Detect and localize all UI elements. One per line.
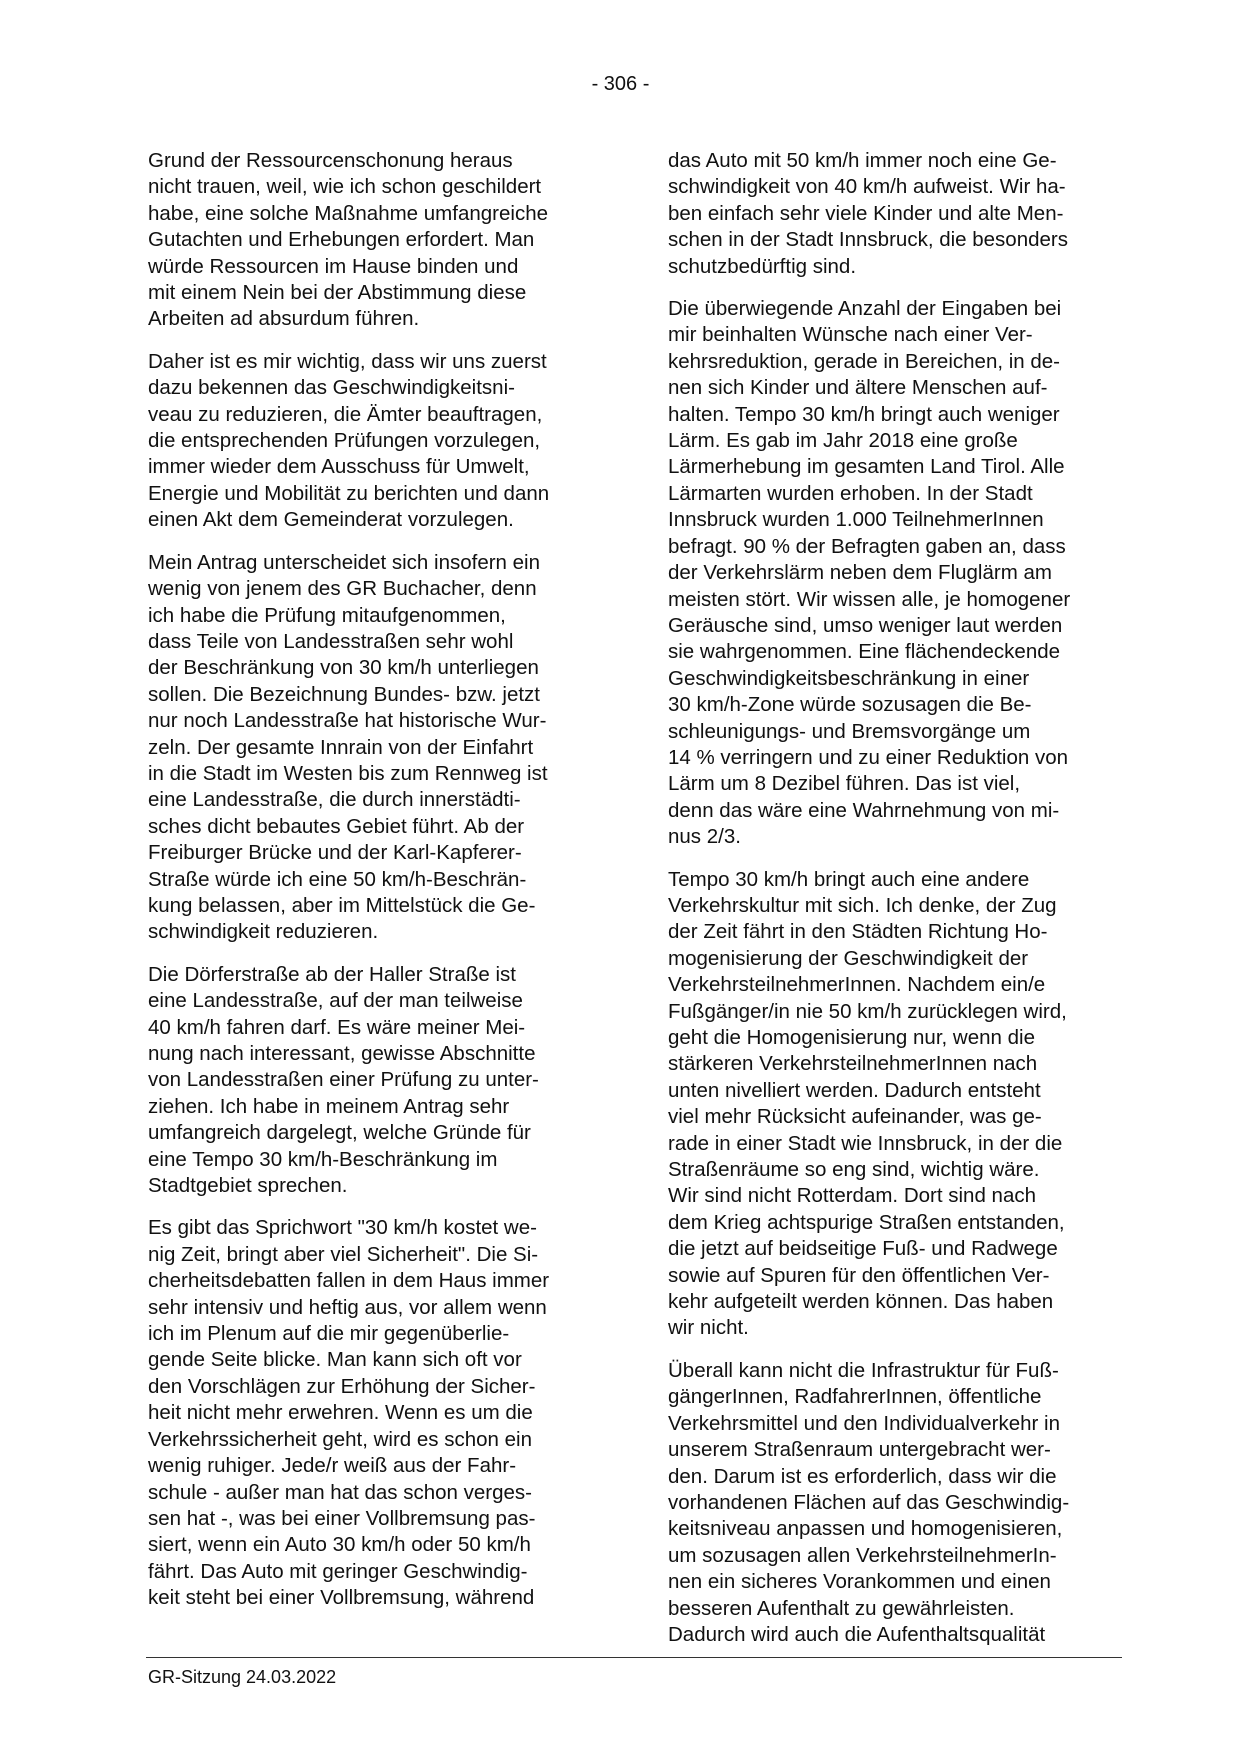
text-line: Grund der Ressourcenschonung heraus (148, 149, 513, 172)
text-line: nig Zeit, bringt aber viel Sicherheit". Die Si- (148, 1242, 539, 1266)
paragraph (148, 349, 598, 534)
page-number: - 306 - (591, 73, 650, 95)
text-line: denn das wäre eine Wahrnehmung von mi- (668, 798, 1060, 822)
paragraph (148, 962, 598, 1200)
text-line: Lärmarten wurden erhoben. In der Stadt (668, 481, 1033, 505)
text-line: würde Ressourcen im Hause binden und (148, 254, 519, 278)
paragraph (148, 148, 598, 333)
text-line: unserem Straßenraum untergebracht wer- (668, 1438, 1051, 1462)
text-line: immer wieder dem Ausschuss für Umwelt, (148, 455, 530, 479)
footer-divider (146, 1657, 1122, 1658)
text-line: dass Teile von Landesstraßen sehr wohl (148, 629, 514, 653)
text-line: Die überwiegende Anzahl der Eingaben bei (668, 297, 1062, 321)
paragraph (148, 1215, 598, 1611)
text-line: Energie und Mobilität zu berichten und dann (148, 481, 550, 505)
text-line: schleunigungs- und Bremsvorgänge um (668, 719, 1031, 743)
text-line: nus 2/3. (668, 825, 741, 849)
text-line: ziehen. Ich habe in meinem Antrag sehr (148, 1094, 510, 1118)
text-line: Lärm um 8 Dezibel führen. Das ist viel, (668, 772, 1021, 796)
text-line: wir nicht. (668, 1316, 749, 1340)
text-line: schen in der Stadt Innsbruck, die besonders (668, 228, 1068, 252)
text-line: die entsprechenden Prüfungen vorzulegen, (148, 429, 541, 453)
text-line: heit nicht mehr erwehren. Wenn es um die (148, 1401, 533, 1425)
left-text-column (148, 148, 598, 1628)
text-line: Wir sind nicht Rotterdam. Dort sind nach (668, 1184, 1036, 1208)
text-line: VerkehrsteilnehmerInnen. Nachdem ein/e (668, 973, 1046, 997)
text-line: gende Seite blicke. Man kann sich oft vor (148, 1348, 522, 1372)
text-line: Tempo 30 km/h bringt auch eine andere (668, 867, 1030, 891)
text-line: veau zu reduzieren, die Ämter beauftragen, (148, 402, 543, 426)
text-line: den Vorschlägen zur Erhöhung der Sicher- (148, 1374, 536, 1398)
text-line: der Verkehrslärm neben dem Fluglärm am (668, 561, 1052, 585)
text-line: vorhandenen Flächen auf das Geschwindig- (668, 1490, 1070, 1514)
text-line: siert, wenn ein Auto 30 km/h oder 50 km/h (148, 1533, 531, 1557)
text-line: Lärm. Es gab im Jahr 2018 eine große (668, 429, 1018, 453)
text-line: Freiburger Brücke und der Karl-Kapferer- (148, 841, 522, 865)
text-line: cherheitsdebatten fallen in dem Haus immer (148, 1269, 550, 1293)
text-line: Innsbruck wurden 1.000 TeilnehmerInnen (668, 508, 1044, 532)
text-line: Dadurch wird auch die Aufenthaltsqualität (668, 1622, 1046, 1646)
paragraph (668, 296, 1118, 851)
text-line: fährt. Das Auto mit geringer Geschwindig- (148, 1559, 528, 1583)
text-line: Verkehrssicherheit geht, wird es schon ein (148, 1427, 533, 1451)
text-line: wenig ruhiger. Jede/r weiß aus der Fahr- (148, 1454, 517, 1478)
text-line: schutzbedürftig sind. (668, 254, 857, 278)
text-line: ben einfach sehr viele Kinder und alte Men- (668, 201, 1064, 225)
text-line: eine Landesstraße, die durch innerstädti- (148, 788, 521, 812)
text-line: die jetzt auf beidseitige Fuß- und Radwege (668, 1237, 1058, 1261)
footer-session-date: GR-Sitzung 24.03.2022 (148, 1667, 337, 1687)
right-text-column (668, 148, 1118, 1664)
text-line: dazu bekennen das Geschwindigkeitsni- (148, 376, 515, 400)
text-line: stärkeren VerkehrsteilnehmerInnen nach (668, 1052, 1038, 1076)
text-line: Lärmerhebung im gesamten Land Tirol. Alle (668, 455, 1065, 479)
text-line: gängerInnen, RadfahrerInnen, öffentliche (668, 1385, 1042, 1409)
text-line: sches dicht bebautes Gebiet führt. Ab der (148, 814, 525, 838)
text-line: unten nivelliert werden. Dadurch entsteht (668, 1078, 1041, 1102)
text-line: den. Darum ist es erforderlich, dass wir die (668, 1464, 1057, 1488)
text-line: nen ein sicheres Vorankommen und einen (668, 1570, 1051, 1594)
text-line: das Auto mit 50 km/h immer noch eine Ge- (668, 149, 1057, 172)
text-line: sollen. Die Bezeichnung Bundes- bzw. jetzt (148, 682, 541, 706)
text-line: nen sich Kinder und ältere Menschen auf- (668, 376, 1048, 400)
text-line: ich habe die Prüfung mitaufgenommen, (148, 603, 506, 627)
text-line: meisten stört. Wir wissen alle, je homogener (668, 587, 1071, 611)
text-line: keitsniveau anpassen und homogenisieren, (668, 1517, 1063, 1541)
text-line: nung nach interessant, gewisse Abschnitte (148, 1042, 536, 1065)
text-line: besseren Aufenthalt zu gewährleisten. (668, 1596, 1015, 1620)
text-line: wenig von jenem des GR Buchacher, denn (148, 577, 537, 601)
text-line: Es gibt das Sprichwort "30 km/h kostet we- (148, 1216, 537, 1240)
text-line: Straße würde ich eine 50 km/h-Beschrän- (148, 867, 527, 891)
text-line: Die Dörferstraße ab der Haller Straße ist (148, 962, 516, 986)
text-line: mit einem Nein bei der Abstimmung diese (148, 281, 527, 305)
text-line: sen hat -, was bei einer Vollbremsung pas- (148, 1506, 536, 1530)
text-line: schwindigkeit von 40 km/h aufweist. Wir ha- (668, 175, 1066, 199)
text-line: viel mehr Rücksicht aufeinander, was ge- (668, 1105, 1042, 1129)
text-line: zeln. Der gesamte Innrain von der Einfahrt (148, 735, 534, 759)
paragraph (668, 148, 1118, 280)
paragraph (668, 1358, 1118, 1648)
text-line: Geschwindigkeitsbeschränkung in einer (668, 666, 1030, 690)
text-line: mir beinhalten Wünsche nach einer Ver- (668, 323, 1033, 347)
text-line: Verkehrsmittel und den Individualverkehr in (668, 1411, 1060, 1435)
text-line: Geräusche sind, umso weniger laut werden (668, 613, 1063, 637)
paragraph (668, 867, 1118, 1342)
text-line: Verkehrskultur mit sich. Ich denke, der Zug (668, 893, 1057, 917)
text-line: Mein Antrag unterscheidet sich insofern ein (148, 550, 541, 574)
text-line: sie wahrgenommen. Eine flächendeckende (668, 640, 1061, 664)
text-line: der Zeit fährt in den Städten Richtung Ho- (668, 920, 1048, 944)
text-line: um sozusagen allen VerkehrsteilnehmerIn- (668, 1543, 1057, 1567)
text-line: Straßenräume so eng sind, wichtig wäre. (668, 1158, 1040, 1182)
text-line: 40 km/h fahren darf. Es wäre meiner Mei- (148, 1015, 526, 1039)
text-line: kehr aufgeteilt werden können. Das haben (668, 1290, 1054, 1314)
text-line: kehrsreduktion, gerade in Bereichen, in de- (668, 349, 1061, 373)
text-line: Daher ist es mir wichtig, dass wir uns zuerst (148, 349, 547, 373)
text-line: einen Akt dem Gemeinderat vorzulegen. (148, 508, 514, 532)
text-line: Stadtgebiet sprechen. (148, 1174, 348, 1198)
text-line: keit steht bei einer Vollbremsung, während (148, 1586, 535, 1610)
text-line: 30 km/h-Zone würde sozusagen die Be- (668, 693, 1032, 717)
text-line: Gutachten und Erhebungen erfordert. Man (148, 228, 535, 252)
text-line: in die Stadt im Westen bis zum Rennweg ist (148, 761, 548, 785)
text-line: 14 % verringern und zu einer Reduktion von (668, 745, 1068, 769)
text-line: der Beschränkung von 30 km/h unterliegen (148, 656, 539, 680)
text-line: mogenisierung der Geschwindigkeit der (668, 946, 1029, 970)
text-line: eine Landesstraße, auf der man teilweise (148, 989, 523, 1013)
text-line: sowie auf Spuren für den öffentlichen Ver- (668, 1263, 1050, 1287)
text-line: geht die Homogenisierung nur, wenn die (668, 1026, 1035, 1049)
text-line: umfangreich dargelegt, welche Gründe für (148, 1121, 531, 1145)
text-line: ich im Plenum auf die mir gegenüberlie- (148, 1322, 510, 1346)
text-line: Überall kann nicht die Infrastruktur für Fuß- (668, 1358, 1059, 1382)
text-line: schwindigkeit reduzieren. (148, 920, 379, 944)
text-line: Fußgänger/in nie 50 km/h zurücklegen wird, (668, 999, 1067, 1023)
text-line: befragt. 90 % der Befragten gaben an, dass (668, 534, 1066, 558)
text-line: nur noch Landesstraße hat historische Wur- (148, 709, 547, 733)
text-line: sehr intensiv und heftig aus, vor allem wenn (148, 1295, 547, 1319)
text-line: dem Krieg achtspurige Straßen entstanden, (668, 1210, 1065, 1234)
text-line: nicht trauen, weil, wie ich schon geschildert (148, 175, 542, 199)
text-line: kung belassen, aber im Mittelstück die Ge- (148, 893, 536, 917)
text-line: Arbeiten ad absurdum führen. (148, 307, 420, 331)
text-line: habe, eine solche Maßnahme umfangreiche (148, 201, 548, 225)
text-line: von Landesstraßen einer Prüfung zu unter- (148, 1068, 539, 1092)
text-line: eine Tempo 30 km/h-Beschränkung im (148, 1147, 498, 1171)
text-line: halten. Tempo 30 km/h bringt auch weniger (668, 402, 1060, 426)
text-line: schule - außer man hat das schon verges- (148, 1480, 532, 1504)
paragraph (148, 550, 598, 946)
text-line: rade in einer Stadt wie Innsbruck, in der die (668, 1131, 1063, 1155)
